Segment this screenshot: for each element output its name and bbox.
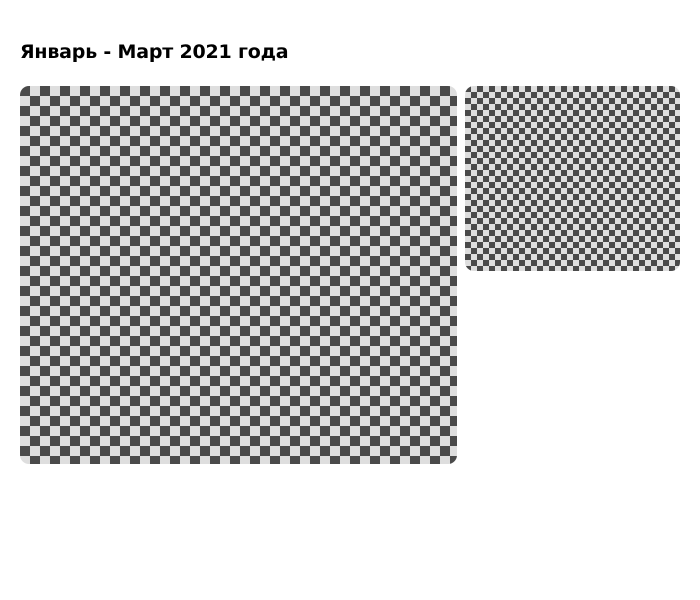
photo-thumbnail-large[interactable] xyxy=(20,86,457,464)
album-period-title: Январь - Март 2021 года xyxy=(20,41,289,63)
photo-thumbnail-small[interactable] xyxy=(465,86,680,271)
